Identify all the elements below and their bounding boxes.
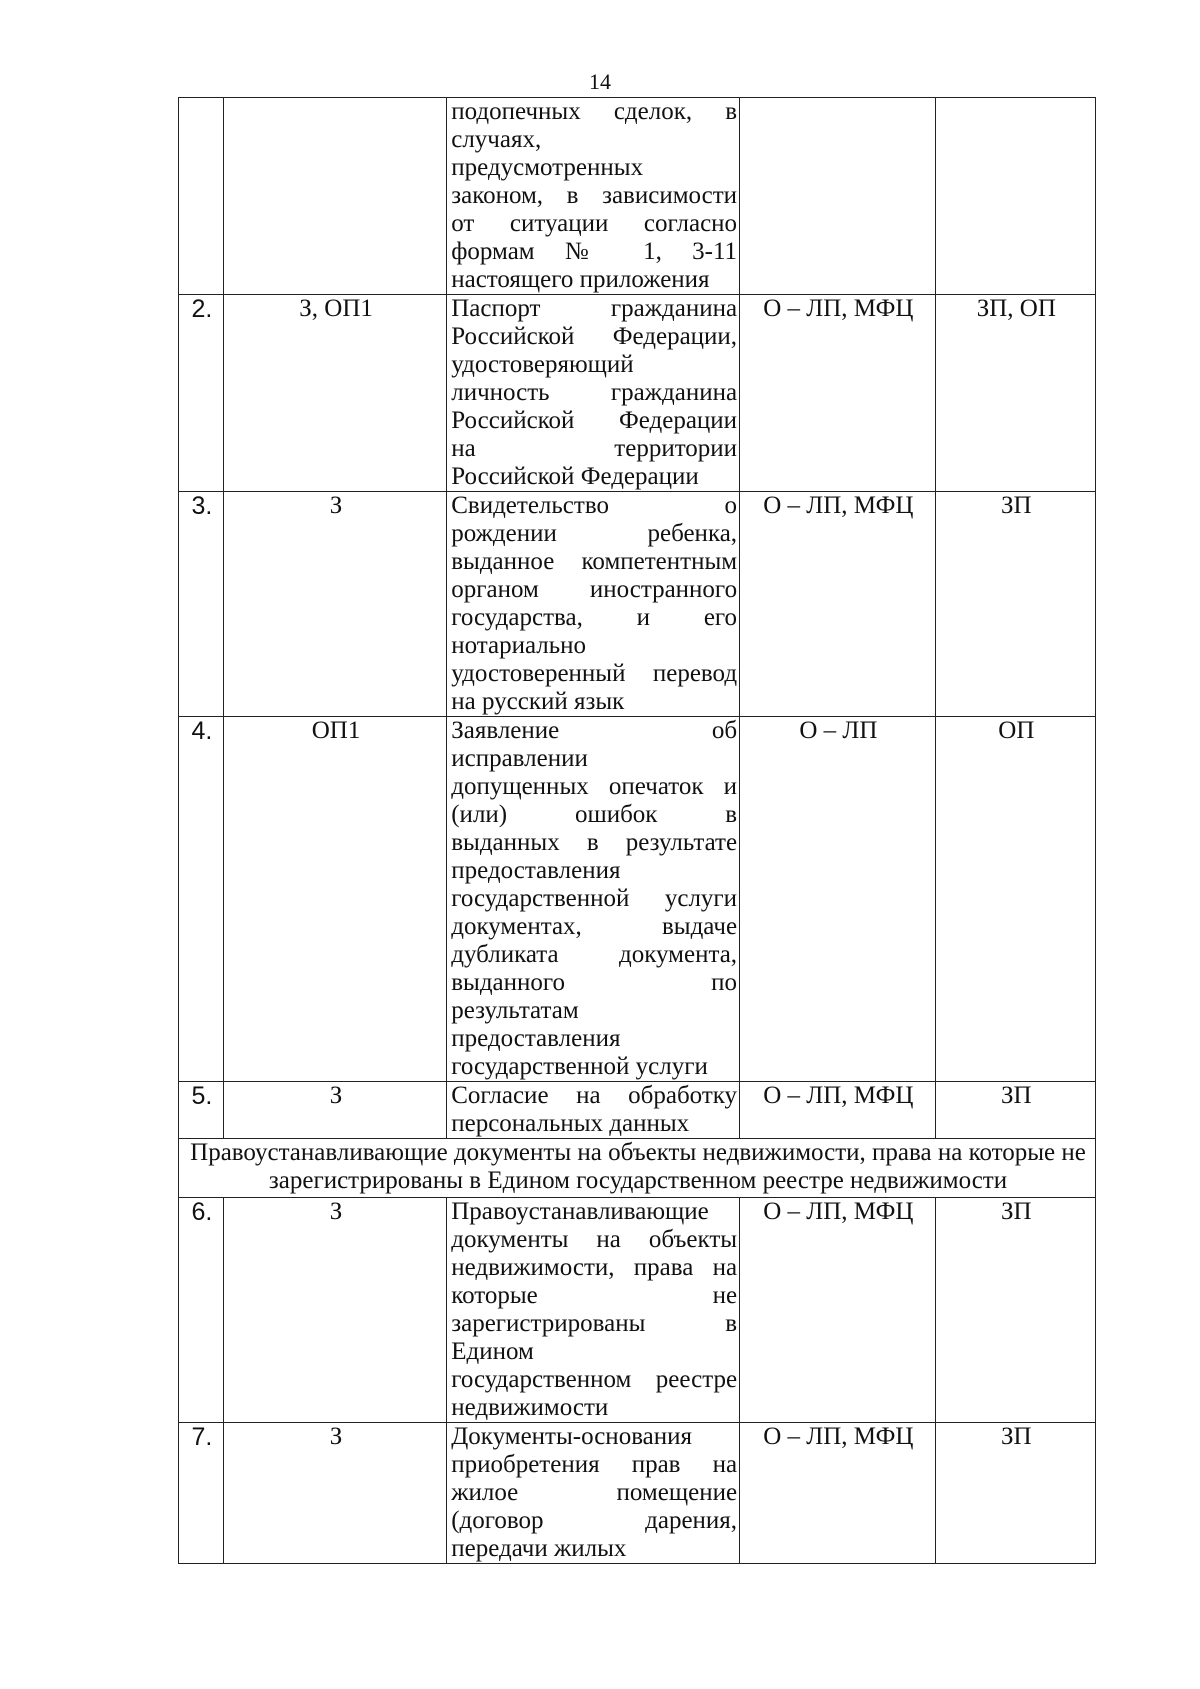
submission-form: О – ЛП — [740, 717, 936, 1082]
document-name-line: зарегистрированы в — [451, 1310, 738, 1337]
submission-form: О – ЛП, МФЦ — [740, 1082, 936, 1139]
document-name-line: персональных данных — [451, 1110, 690, 1137]
page-number: 14 — [589, 69, 611, 94]
document-name-line: законом, в зависимости — [451, 182, 738, 209]
document-name-line: Паспорт гражданина — [451, 295, 738, 322]
document-name-line: подопечных сделок, в — [451, 98, 738, 125]
submission-form — [740, 98, 936, 295]
document-name-line: допущенных опечаток и — [451, 773, 738, 800]
row-number: 2. — [179, 295, 224, 492]
applicant-code: З — [223, 492, 446, 717]
table-body-after-section — [179, 1198, 1096, 1564]
applicant-code: З — [223, 1198, 446, 1423]
applicant-code — [223, 98, 446, 295]
table-section — [179, 1139, 1096, 1198]
document-name-line: удостоверяющий — [451, 351, 634, 378]
row-number: 6. — [179, 1198, 224, 1423]
applicant-code: З — [223, 1423, 446, 1564]
table-row — [179, 1082, 1096, 1139]
document-name-line: государственном реестре — [451, 1366, 738, 1393]
applicant-code: З, ОП1 — [223, 295, 446, 492]
document-name — [447, 1198, 740, 1423]
submission-place: ЗП — [935, 492, 1095, 717]
document-name-line: нотариально — [451, 632, 587, 659]
applicant-code: З — [223, 1082, 446, 1139]
documents-table — [178, 97, 1096, 1564]
table-row — [179, 1198, 1096, 1423]
document-name-line: Российской Федерации, — [451, 323, 738, 350]
submission-form: О – ЛП, МФЦ — [740, 295, 936, 492]
section-heading: Правоустанавливающие документы на объекты недвижимости, права на которые не зарегистрированы в Едином государственном реестре недвижимости — [179, 1139, 1096, 1198]
document-name-line: приобретения прав на — [451, 1451, 738, 1478]
submission-place: ЗП, ОП — [935, 295, 1095, 492]
submission-form: О – ЛП, МФЦ — [740, 1198, 936, 1423]
document-name-line: предоставления — [451, 1025, 621, 1052]
document-name-line: Едином — [451, 1338, 534, 1365]
row-number: 7. — [179, 1423, 224, 1564]
document-name-line: Свидетельство о — [451, 492, 738, 519]
document-name-line: которые не — [451, 1282, 738, 1309]
document-name-line: случаях, — [451, 126, 542, 153]
submission-place — [935, 98, 1095, 295]
document-name-line: формам № 1, 3-11 — [451, 238, 738, 265]
document-name-line: выданного по — [451, 969, 738, 996]
document-name-line: выданное компетентным — [451, 548, 738, 575]
document-name — [447, 1082, 740, 1139]
section-heading-row — [179, 1139, 1096, 1198]
document-name-line: настоящего приложения — [451, 266, 710, 293]
document-name-line: (договор дарения, — [451, 1507, 738, 1534]
document-name-line: результатам — [451, 997, 579, 1024]
document-name-line: документы на объекты — [451, 1226, 738, 1253]
document-name-line: рождении ребенка, — [451, 520, 738, 547]
document-name-line: государства, и его — [451, 604, 738, 631]
document-name-line: на русский язык — [451, 688, 625, 715]
document-name-line: Документы-основания — [451, 1423, 693, 1450]
document-name-line: Российской Федерации — [451, 407, 738, 434]
row-number — [179, 98, 224, 295]
table-row — [179, 717, 1096, 1082]
document-name-line: Российской Федерации — [451, 463, 699, 490]
document-name-line: государственной услуги — [451, 885, 738, 912]
document-name-line: предоставления — [451, 857, 621, 884]
table-row — [179, 295, 1096, 492]
document-name-line: выданных в результате — [451, 829, 738, 856]
document-name-line: Заявление об — [451, 717, 738, 744]
document-name-line: на территории — [451, 435, 738, 462]
document-name-line: личность гражданина — [451, 379, 738, 406]
submission-place: ЗП — [935, 1423, 1095, 1564]
document-name-line: жилое помещение — [451, 1479, 738, 1506]
document-name-line: органом иностранного — [451, 576, 738, 603]
document-name — [447, 492, 740, 717]
submission-place: ОП — [935, 717, 1095, 1082]
document-name-line: государственной услуги — [451, 1053, 708, 1080]
document-name-line: дубликата документа, — [451, 941, 738, 968]
document-name — [447, 98, 740, 295]
document-name-line: удостоверенный перевод — [451, 660, 738, 687]
document-name-line: передачи жилых — [451, 1535, 627, 1562]
document-name-line: документах, выдаче — [451, 913, 738, 940]
submission-place: ЗП — [935, 1198, 1095, 1423]
document-name-line: Правоустанавливающие — [451, 1198, 709, 1225]
row-number: 5. — [179, 1082, 224, 1139]
document-name-line: от ситуации согласно — [451, 210, 738, 237]
document-name — [447, 1423, 740, 1564]
table-body-before-section — [179, 98, 1096, 1139]
applicant-code: ОП1 — [223, 717, 446, 1082]
table-row — [179, 98, 1096, 295]
document-name-line: (или) ошибок в — [451, 801, 738, 828]
document-name-line: недвижимости, права на — [451, 1254, 738, 1281]
table-row — [179, 492, 1096, 717]
submission-form: О – ЛП, МФЦ — [740, 492, 936, 717]
submission-place: ЗП — [935, 1082, 1095, 1139]
submission-form: О – ЛП, МФЦ — [740, 1423, 936, 1564]
document-name-line: предусмотренных — [451, 154, 644, 181]
row-number: 4. — [179, 717, 224, 1082]
document-name-line: исправлении — [451, 745, 588, 772]
table-row — [179, 1423, 1096, 1564]
document-name — [447, 717, 740, 1082]
document-name-line: недвижимости — [451, 1394, 609, 1421]
document-name — [447, 295, 740, 492]
row-number: 3. — [179, 492, 224, 717]
document-name-line: Согласие на обработку — [451, 1082, 738, 1109]
